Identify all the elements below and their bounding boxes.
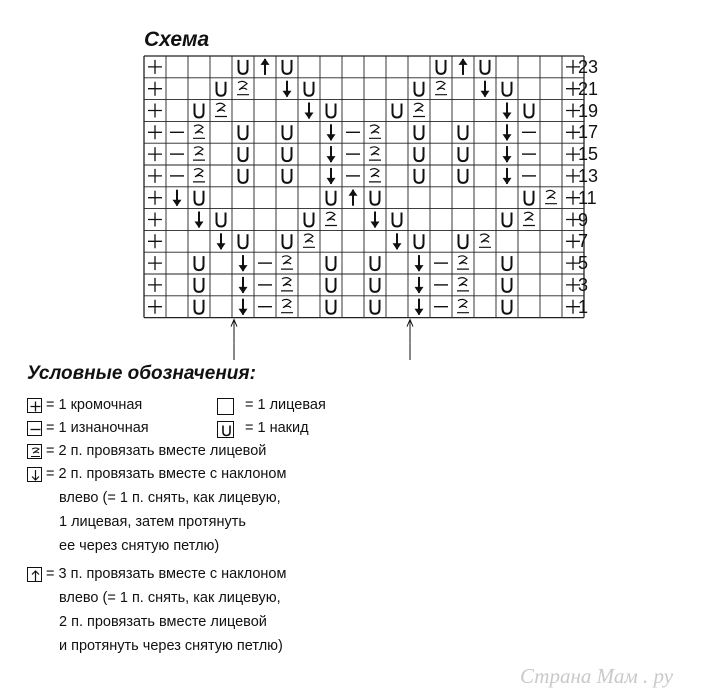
ssk-arrow-down-icon: [393, 233, 402, 250]
yarn-over-icon: [503, 300, 512, 314]
yarn-over-icon: [503, 213, 512, 227]
purl-icon: [27, 421, 42, 436]
k2tog-icon: [523, 212, 535, 225]
ssk-arrow-down-icon: [327, 124, 336, 141]
yarn-over-icon: [415, 147, 424, 161]
yarn-over-icon: [525, 191, 534, 205]
yarn-over-icon: [239, 147, 248, 161]
ssk-arrow-down-icon: [371, 212, 380, 229]
yarn-over-icon: [371, 300, 380, 314]
yarn-over-icon: [459, 234, 468, 248]
chart-title: Схема: [144, 28, 210, 51]
yarn-over-icon: [525, 104, 534, 118]
repeat-marker-arrow: [407, 320, 413, 360]
yarn-over-icon: [459, 169, 468, 183]
edge-stitch-icon: [148, 278, 162, 292]
yarn-over-icon: [239, 125, 248, 139]
yarn-over-icon: [239, 169, 248, 183]
k2tog-icon: [479, 234, 491, 247]
yarn-over-icon: [217, 213, 226, 227]
ssk-arrow-down-icon: [415, 277, 424, 294]
yarn-over-icon: [393, 213, 402, 227]
sk2p-arrow-up-icon: [459, 58, 468, 75]
k2tog-icon: [457, 299, 469, 312]
edge-stitch-icon: [148, 125, 162, 139]
legend-title: Условные обозначения:: [27, 363, 256, 384]
yarn-over-icon: [415, 234, 424, 248]
yarn-over-icon: [459, 125, 468, 139]
row-number: 19: [578, 100, 599, 121]
ssk-arrow-down-icon: [415, 299, 424, 316]
edge-stitch-icon: [148, 256, 162, 270]
legend-yo-text: = 1 накид: [245, 420, 309, 436]
legend-sk2p-line-1: = 3 п. провязать вместе с наклоном: [46, 566, 287, 582]
row-number: 13: [578, 166, 599, 186]
knit-icon: [217, 398, 234, 415]
edge-stitch-icon: [148, 147, 162, 161]
k2tog-icon: [193, 147, 205, 160]
yarn-over-icon: [305, 213, 314, 227]
legend-edge-text: = 1 кромочная: [46, 397, 143, 413]
k2tog-icon: [435, 81, 447, 94]
yarn-over-icon: [327, 300, 336, 314]
legend-ssk-line-1: = 2 п. провязать вместе с наклоном: [46, 466, 287, 482]
legend-knit-text: = 1 лицевая: [245, 397, 326, 413]
row-number: 3: [578, 275, 589, 295]
legend-sk2p-line-4: и протянуть через снятую петлю): [59, 638, 283, 654]
edge-stitch-icon: [148, 300, 162, 314]
ssk-arrow-down-icon: [239, 277, 248, 294]
k2tog-icon: [281, 278, 293, 291]
yarn-over-icon: [305, 82, 314, 96]
sk2p-arrow-up-icon: [27, 567, 42, 582]
k2tog-icon: [193, 169, 205, 182]
yarn-over-icon: [195, 191, 204, 205]
k2tog-icon: [237, 81, 249, 94]
repeat-marker-arrow: [231, 320, 237, 360]
edge-stitch-icon: [148, 234, 162, 248]
edge-stitch-icon: [148, 82, 162, 96]
k2tog-icon: [369, 147, 381, 160]
edge-stitch-icon: [148, 169, 162, 183]
legend-sk2p-line-2: влево (= 1 п. снять, как лицевую,: [59, 590, 281, 606]
ssk-arrow-down-icon: [27, 467, 42, 482]
legend-ssk-line-4: ее через снятую петлю): [59, 538, 220, 554]
row-number: 1: [578, 296, 589, 317]
ssk-arrow-down-icon: [503, 168, 512, 185]
yarn-over-icon: [503, 256, 512, 270]
yarn-over-icon: [327, 104, 336, 118]
k2tog-icon: [369, 169, 381, 182]
yarn-over-icon: [327, 278, 336, 292]
yarn-over-icon: [415, 125, 424, 139]
ssk-arrow-down-icon: [481, 81, 490, 98]
yarn-over-icon: [327, 256, 336, 270]
ssk-arrow-down-icon: [239, 255, 248, 272]
ssk-arrow-down-icon: [327, 146, 336, 163]
yarn-over-icon: [195, 300, 204, 314]
watermark: Страна Мам . ру: [520, 664, 674, 688]
ssk-arrow-down-icon: [503, 146, 512, 163]
edge-stitch-icon: [148, 213, 162, 227]
yarn-over-icon: [195, 278, 204, 292]
ssk-arrow-down-icon: [503, 103, 512, 120]
yarn-over-icon: [217, 82, 226, 96]
k2tog-icon: [457, 256, 469, 269]
yarn-over-icon: [481, 60, 490, 74]
legend-ssk-line-2: влево (= 1 п. снять, как лицевую,: [59, 490, 281, 506]
yarn-over-icon: [195, 104, 204, 118]
k2tog-icon: [369, 125, 381, 138]
yarn-over-icon: [327, 191, 336, 205]
edge-stitch-icon: [148, 60, 162, 74]
k2tog-icon: [303, 234, 315, 247]
ssk-arrow-down-icon: [503, 124, 512, 141]
sk2p-arrow-up-icon: [261, 58, 270, 75]
k2tog-icon: [281, 299, 293, 312]
row-number: 5: [578, 253, 589, 274]
k2tog-icon: [27, 444, 42, 459]
yarn-over-icon: [393, 104, 402, 118]
k2tog-icon: [325, 212, 337, 225]
ssk-arrow-down-icon: [415, 255, 424, 272]
yarn-over-icon: [415, 82, 424, 96]
row-number: 9: [578, 209, 589, 230]
ssk-arrow-down-icon: [327, 168, 336, 185]
row-number: 7: [578, 231, 589, 252]
yarn-over-icon: [283, 234, 292, 248]
ssk-arrow-down-icon: [173, 190, 182, 207]
legend-ssk-line-3: 1 лицевая, затем протянуть: [59, 514, 246, 530]
legend-k2tog-text: = 2 п. провязать вместе лицевой: [46, 443, 267, 459]
row-number: 11: [578, 187, 597, 208]
ssk-arrow-down-icon: [195, 212, 204, 229]
yarn-over-icon: [195, 256, 204, 270]
row-number: 21: [578, 78, 599, 99]
k2tog-icon: [193, 125, 205, 138]
edge-stitch-icon: [148, 191, 162, 205]
k2tog-icon: [457, 278, 469, 291]
yarn-over-icon: [239, 60, 248, 74]
yarn-over-icon: [371, 278, 380, 292]
ssk-arrow-down-icon: [305, 103, 314, 120]
yarn-over-icon: [283, 125, 292, 139]
edge-stitch-icon: [148, 104, 162, 118]
k2tog-icon: [281, 256, 293, 269]
k2tog-icon: [215, 103, 227, 116]
ssk-arrow-down-icon: [239, 299, 248, 316]
ssk-arrow-down-icon: [217, 233, 226, 250]
yarn-over-icon: [283, 147, 292, 161]
yarn-over-icon: [283, 60, 292, 74]
row-number: 23: [578, 57, 599, 77]
legend-sk2p-line-3: 2 п. провязать вместе лицевой: [59, 614, 267, 630]
row-number: 17: [578, 122, 599, 143]
k2tog-icon: [413, 103, 425, 116]
row-number: 15: [578, 144, 599, 165]
yarn-over-icon: [239, 234, 248, 248]
yarn-over-icon: [415, 169, 424, 183]
yarn-over-icon: [283, 169, 292, 183]
yarn-over-icon: [459, 147, 468, 161]
ssk-arrow-down-icon: [283, 81, 292, 98]
edge-stitch-icon: [27, 398, 42, 413]
yarn-over-icon: [371, 191, 380, 205]
yarn-over-icon: [503, 278, 512, 292]
yarn-over-icon: [503, 82, 512, 96]
yarn-over-icon: [217, 421, 234, 438]
yarn-over-icon: [437, 60, 446, 74]
yarn-over-icon: [371, 256, 380, 270]
k2tog-icon: [545, 190, 557, 203]
sk2p-arrow-up-icon: [349, 189, 358, 206]
legend-purl-text: = 1 изнаночная: [46, 420, 149, 436]
